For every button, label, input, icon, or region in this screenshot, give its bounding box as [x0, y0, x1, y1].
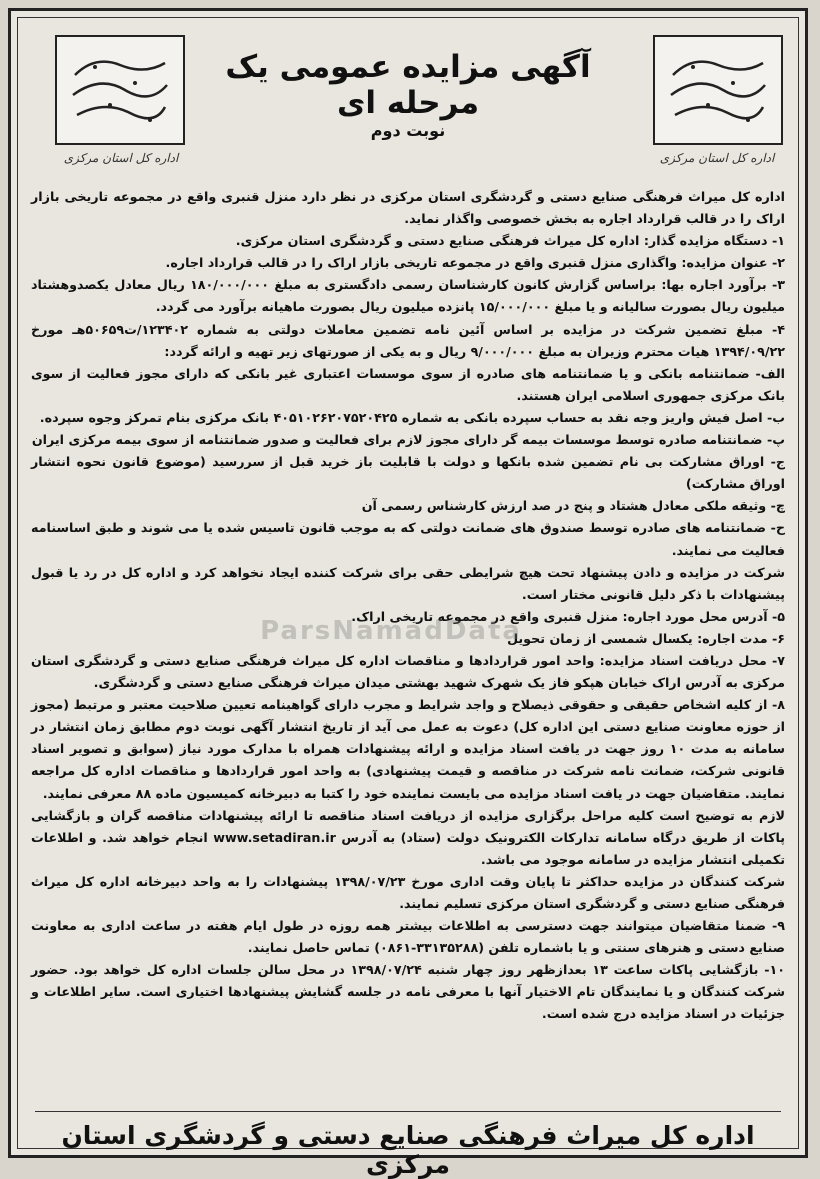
item-6: ۶- مدت اجاره: یکسال شمسی از زمان تحویل [507, 630, 785, 646]
notice-paper [8, 8, 808, 1179]
intro-paragraph: اداره کل میراث فرهنگی صنایع دستی و گردشگری استان مرکزی در نظر دارد منزل قنبری واقع در مجموعه تاریخی بازار اراک را در قالب قرارداد اجاره به بخش خصوصی واگذار نماید. [31, 189, 785, 227]
ministry-emblem-icon [65, 45, 175, 135]
notice-title: آگهی مزایده عمومی یک مرحله ای [225, 49, 591, 121]
item-4-j: ج- اوراق مشارکت بی نام تضمین شده بانکها و دولت با قابلیت باز خرید قبل از سررسید (موضوع قانون نحوه انتشار اوراق مشارکت) [31, 454, 785, 492]
item-8: ۸- از کلیه اشخاص حقیقی و حقوقی ذیصلاح و واجد شرایط و مجرب دارای گواهینامه تعیین صلاحیت معتبر و مرتبط (مجوز از حوزه معاونت صنایع دستی این اداره کل) دعوت به عمل می آید از تاریخ انتشار آگهی نوبت دوم مطابق زمان انتشار در سامانه به مدت ۱۰ روز جهت در یافت اسناد مزایده و ارائه پیشنهادات همراه با مدارک مورد نیاز (سوابق و تصویر اسناد قانونی شرکت، ضمانت نامه شرکت در مناقصه و قیمت پیشنهادی) به واحد امور قراردادها و مناقصات اداره کل مراجعه نمایند. متقاضیان جهت در یافت اسناد مزایده می بایست نماینده خود را کتبا به دبیرخانه کمیسیون ماده ۸۸ معرفی نمایند. [31, 697, 785, 801]
logo-caption-right: اداره کل استان مرکزی [659, 151, 775, 165]
ministry-logo-right [653, 35, 783, 145]
ministry-logo-left [55, 35, 185, 145]
item-3: ۳- برآورد اجاره بها: براساس گزارش کانون کارشناسان رسمی دادگستری به مبلغ ۱۸۰/۰۰۰/۰۰۰ ریال معادل یکصدوهشتاد میلیون ریال بصورت سالیانه و یا مبلغ ۱۵/۰۰۰/۰۰۰ پانزده میلیون ریال بصورت ماهیانه برآورد می گردد. [31, 277, 785, 315]
item-4-h: ح- ضمانتنامه های صادره توسط صندوق های ضمانت دولتی که به موجب قانون تاسیس شده یا می شوند و طبق اساسنامه فعالیت می نمایند. [31, 520, 785, 558]
logo-caption-left: اداره کل استان مرکزی [63, 151, 179, 165]
setad-paragraph: لازم به توضیح است کلیه مراحل برگزاری مزایده از دریافت اسناد مناقصه تا ارائه پیشنهادات مناقصه گران و بازگشایی پاکات از طریق درگاه سامانه تدارکات الکترونیک دولت (ستاد) به آدرس www.setadiran.ir انجام خواهد شد. و اطلاعات تکمیلی انتشار مزایده در سامانه موجود می باشد. [31, 807, 785, 867]
item-7: ۷- محل دریافت اسناد مزایده: واحد امور قراردادها و مناقصات اداره کل میراث فرهنگی صنایع دستی و گردشگری استان مرکزی به آدرس اراک خیابان هپکو فاز یک شهرک شهید بهشتی میدان میراث فرهنگی صنایع دستی و گردشگری. [31, 652, 785, 691]
item-4-b: ب- اصل فیش واریز وجه نقد به حساب سپرده بانکی به شماره ۴۰۵۱۰۲۶۲۰۷۵۲۰۴۲۵ بانک مرکزی بنام تمرکز وجوه سپرده. [39, 409, 785, 425]
footer-signature: اداره کل میراث فرهنگی صنایع دستی و گردشگری استان مرکزی [61, 1121, 755, 1179]
notice-subtitle: نوبت دوم [370, 121, 446, 140]
item-1: ۱- دستگاه مزایده گذار: اداره کل میراث فرهنگی صنایع دستی و گردشگری استان مرکزی. [235, 233, 785, 249]
rights-paragraph: شرکت در مزایده و دادن پیشنهاد تحت هیچ شرایطی حقی برای شرکت کننده ایجاد نخواهد کرد و اداره کل در رد یا قبول پیشنهادات با ذکر دلیل قانونی مختار است. [31, 564, 785, 602]
deadline-paragraph: شرکت کنندگان در مزایده حداکثر تا پایان وقت اداری مورخ ۱۳۹۸/۰۷/۲۳ پیشنهادات را به واحد دبیرخانه اداره کل میراث فرهنگی صنایع دستی و گردشگری استان مرکزی تسلیم نمایند. [31, 873, 785, 911]
item-4-ch: چ- وثیقه ملکی معادل هشتاد و پنج در صد ارزش کارشناس رسمی آن [361, 498, 785, 514]
item-4-p: پ- ضمانتنامه صادره توسط موسسات بیمه گر دارای مجوز لازم برای فعالیت و صدور ضمانتنامه از سوی بیمه مرکزی ایران [31, 432, 785, 448]
ministry-emblem-icon [663, 45, 773, 135]
footer-divider [35, 1111, 781, 1112]
item-2: ۲- عنوان مزایده: واگذاری منزل قنبری واقع در مجموعه تاریخی بازار اراک را در قالب قرارداد اجاره. [165, 255, 785, 271]
item-10: ۱۰- بازگشایی پاکات ساعت ۱۳ بعدازظهر روز چهار شنبه ۱۳۹۸/۰۷/۲۴ در محل سالن جلسات اداره کل خواهد بود. حضور شرکت کنندگان و یا نمایندگان تام الاختیار آنها با معرفی نامه در جلسه گشایش پیشنهادها اختیاری است. سایر اطلاعات و جزئیات در اسناد مزایده درج شده است. [31, 962, 785, 1022]
watermark: ParsNamadData [260, 616, 522, 646]
item-4: ۴- مبلغ تضمین شرکت در مزایده بر اساس آئین نامه تضمین معاملات دولتی به شماره ۱۲۳۴۰۲/ت۵۰۶۵۹هـ مورخ ۱۳۹۴/۰۹/۲۲ هیات محترم وزیران به مبلغ ۹/۰۰۰/۰۰۰ ریال و به یکی از صورتهای زیر تهیه و ارائه گردد: [31, 321, 785, 359]
item-5: ۵- آدرس محل مورد اجاره: منزل قنبری واقع در مجموعه تاریخی اراک. [351, 608, 785, 624]
item-9: ۹- ضمنا متقاضیان میتوانند جهت دسترسی به اطلاعات بیشتر همه روزه در طول ایام هفته در ساعت اداری به معاونت صنایع دستی و هنرهای سنتی و یا باشماره تلفن (۳۳۱۳۵۲۸۸-۰۸۶۱) تماس حاصل نمایند. [31, 918, 785, 956]
item-4-a: الف- ضمانتنامه بانکی و یا ضمانتنامه های صادره از سوی موسسات اعتباری غیر بانکی که دارای مجوز فعالیت از سوی بانک مرکزی جمهوری اسلامی ایران هستند. [31, 365, 785, 403]
notice-body [31, 186, 785, 1026]
